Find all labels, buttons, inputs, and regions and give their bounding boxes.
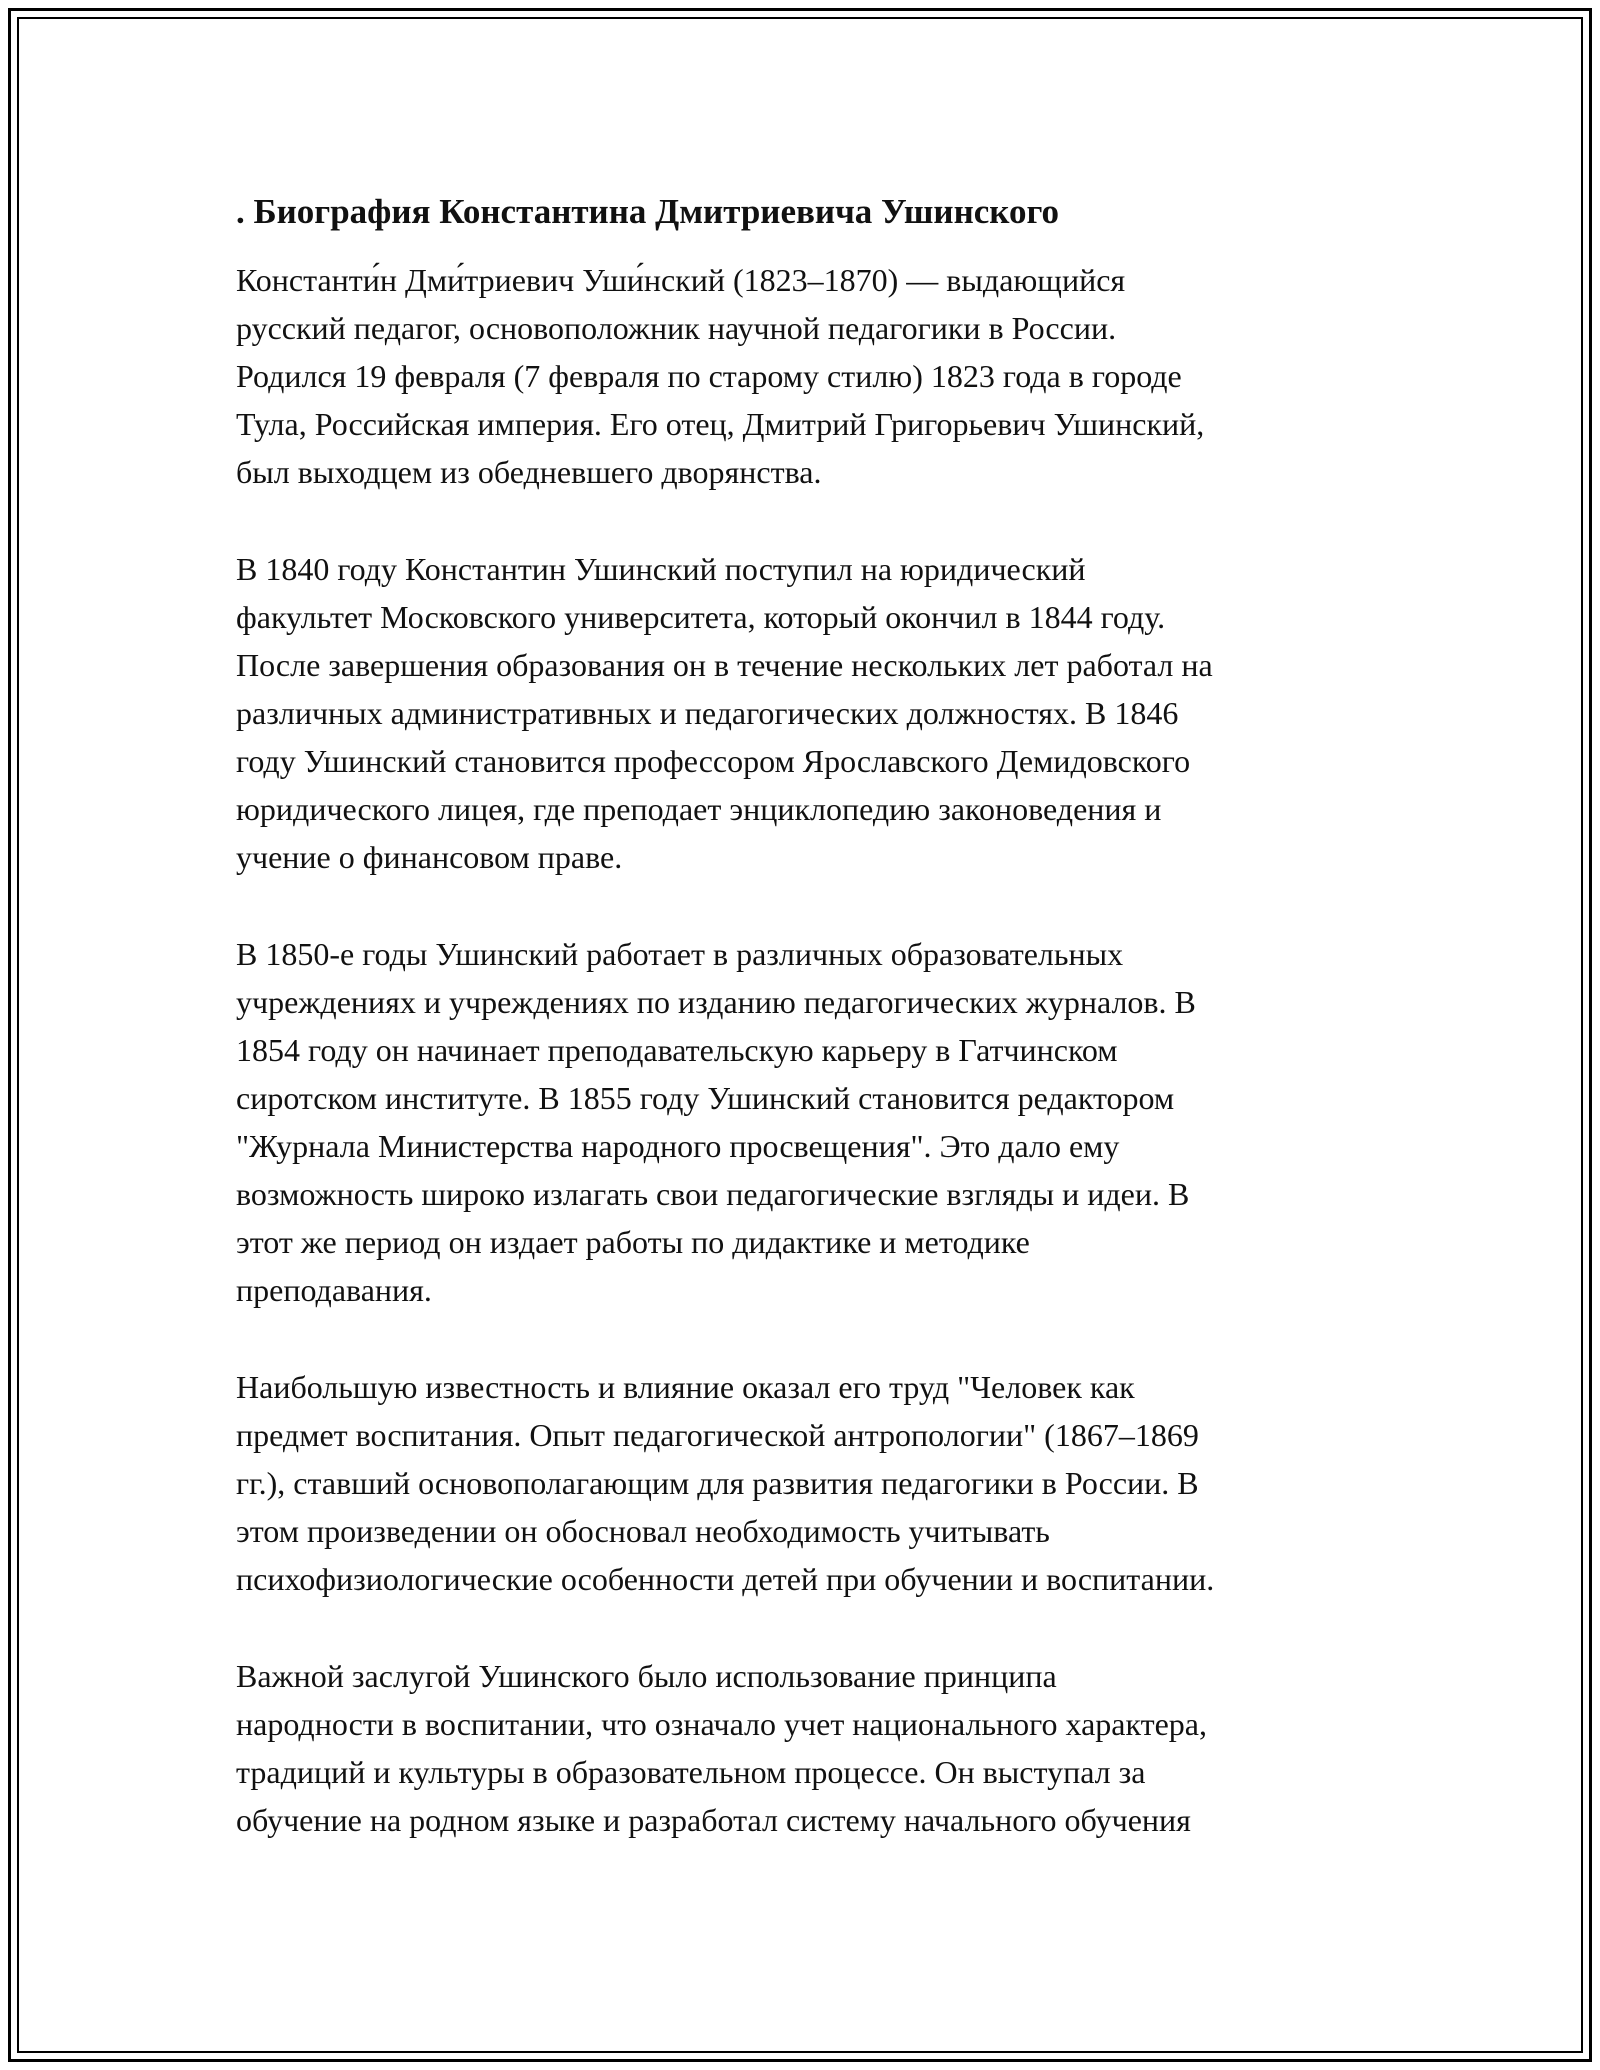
- text-line: факультет Московского университета, который окончил в 1844 году.: [236, 599, 1166, 635]
- text-line: учреждениях и учреждениях по изданию педагогических журналов. В: [236, 984, 1196, 1020]
- text-line: 1854 году он начинает преподавательскую карьеру в Гатчинском: [236, 1032, 1118, 1068]
- text-line: возможность широко излагать свои педагогические взгляды и идеи. В: [236, 1176, 1190, 1212]
- text-line: После завершения образования он в течение нескольких лет работал на: [236, 647, 1213, 683]
- text-line: сиротском институте. В 1855 году Ушинский становится редактором: [236, 1080, 1175, 1116]
- paragraph-5: [236, 1652, 1366, 1844]
- text-line: был выходцем из обедневшего дворянства.: [236, 454, 822, 490]
- document-title: . Биография Константина Дмитриевича Ушинского: [236, 192, 1060, 231]
- text-line: Константи́н Дми́триевич Уши́нский (1823–1870) — выдающийся: [236, 262, 1126, 298]
- text-line: Наибольшую известность и влияние оказал его труд "Человек как: [236, 1369, 1135, 1405]
- text-line: Родился 19 февраля (7 февраля по старому стилю) 1823 года в городе: [236, 358, 1182, 394]
- paragraph-2: [236, 545, 1366, 881]
- text-line: этом произведении он обосновал необходимость учитывать: [236, 1513, 1050, 1549]
- paragraph-4: [236, 1363, 1366, 1603]
- text-line: обучение на родном языке и разработал систему начального обучения: [236, 1802, 1191, 1838]
- text-line: В 1840 году Константин Ушинский поступил на юридический: [236, 551, 1086, 587]
- text-line: Тула, Российская империя. Его отец, Дмитрий Григорьевич Ушинский,: [236, 406, 1205, 442]
- paragraph-3: [236, 930, 1366, 1314]
- text-line: году Ушинский становится профессором Ярославского Демидовского: [236, 743, 1191, 779]
- text-line: преподавания.: [236, 1272, 432, 1308]
- text-line: юридического лицея, где преподает энциклопедию законоведения и: [236, 791, 1162, 827]
- paragraph-1: [236, 256, 1366, 496]
- text-line: традиций и культуры в образовательном процессе. Он выступал за: [236, 1754, 1146, 1790]
- text-line: предмет воспитания. Опыт педагогической антропологии" (1867–1869: [236, 1417, 1199, 1453]
- text-line: гг.), ставший основополагающим для развития педагогики в России. В: [236, 1465, 1199, 1501]
- text-line: психофизиологические особенности детей при обучении и воспитании.: [236, 1561, 1215, 1597]
- text-line: народности в воспитании, что означало учет национального характера,: [236, 1706, 1207, 1742]
- text-line: В 1850-е годы Ушинский работает в различных образовательных: [236, 936, 1124, 972]
- document-page: [236, 188, 1366, 1893]
- text-line: различных административных и педагогических должностях. В 1846: [236, 695, 1179, 731]
- text-line: русский педагог, основоположник научной педагогики в России.: [236, 310, 1117, 346]
- text-line: "Журнала Министерства народного просвещения". Это дало ему: [236, 1128, 1120, 1164]
- text-line: учение о финансовом праве.: [236, 839, 623, 875]
- text-line: Важной заслугой Ушинского было использование принципа: [236, 1658, 1057, 1694]
- text-line: этот же период он издает работы по дидактике и методике: [236, 1224, 1030, 1260]
